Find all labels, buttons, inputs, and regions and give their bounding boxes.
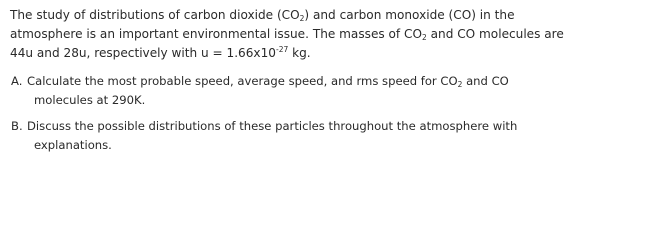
question-list bbox=[10, 72, 650, 155]
question-a-text-end: and CO bbox=[462, 74, 509, 88]
co2-subscript: 2 bbox=[457, 80, 463, 89]
intro-line-1 bbox=[10, 6, 650, 25]
question-b bbox=[10, 117, 650, 155]
intro-line-3-text: 44u and 28u, respectively with u = 1.66x10 bbox=[10, 46, 276, 60]
problem-intro bbox=[10, 6, 650, 63]
question-a-line-1 bbox=[27, 72, 650, 91]
intro-line-2-end: and CO molecules are bbox=[426, 27, 564, 41]
intro-line-2-text: atmosphere is an important environmental issue. The masses of CO bbox=[10, 27, 422, 41]
co2-subscript: 2 bbox=[299, 14, 305, 23]
problem-document bbox=[10, 6, 650, 162]
question-letter: A. bbox=[11, 74, 23, 88]
intro-line-3-end: kg. bbox=[288, 46, 311, 60]
question-a-text: Calculate the most probable speed, average speed, and rms speed for CO bbox=[27, 74, 458, 88]
co2-subscript: 2 bbox=[422, 33, 427, 42]
question-b-line-1: Discuss the possible distributions of these particles throughout the atmosphere with bbox=[27, 119, 518, 133]
question-letter: B. bbox=[11, 119, 23, 133]
intro-line-1-end: ) and carbon monoxide (CO) in the bbox=[304, 8, 515, 22]
intro-line-3 bbox=[10, 44, 650, 63]
question-b-line-2: explanations. bbox=[34, 138, 112, 152]
intro-line-1-text: The study of distributions of carbon dioxide (CO bbox=[10, 8, 300, 22]
question-a-line-2: molecules at 290K. bbox=[34, 93, 146, 107]
intro-line-2 bbox=[10, 25, 650, 44]
exponent-superscript: -27 bbox=[275, 45, 289, 54]
question-a bbox=[10, 72, 650, 110]
